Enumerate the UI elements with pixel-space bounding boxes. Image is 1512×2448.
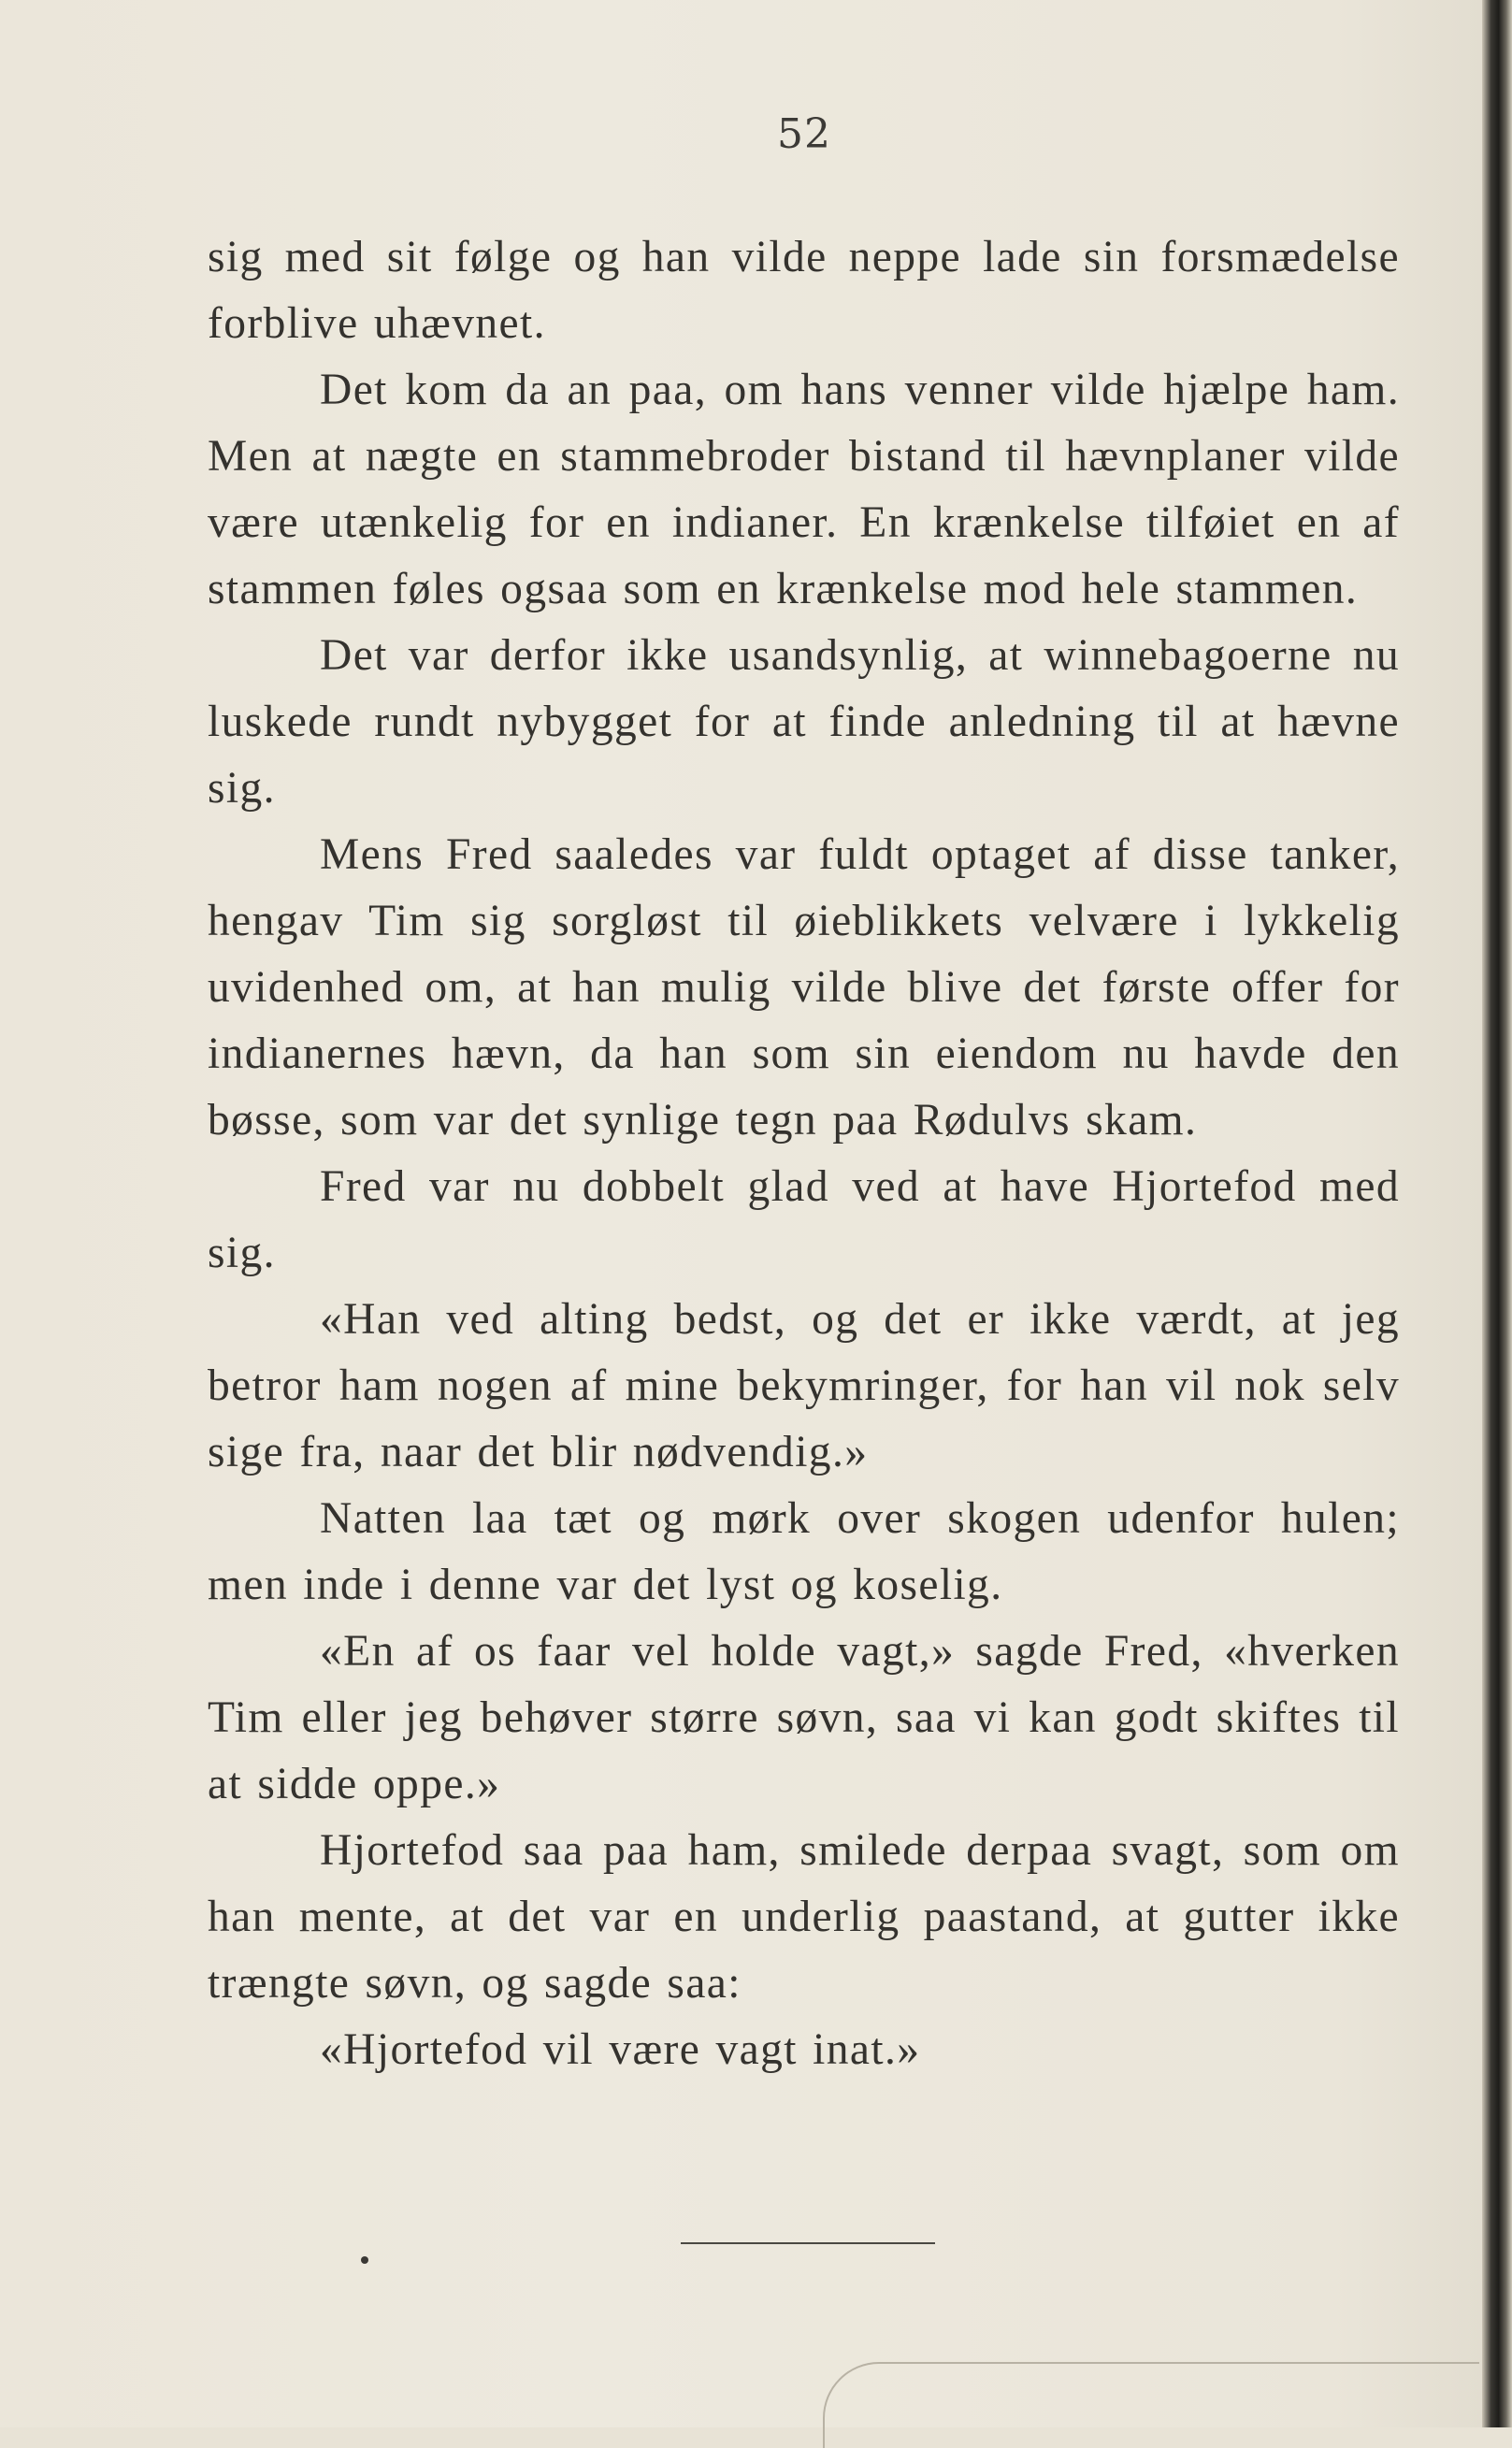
ink-speck [361,2256,368,2264]
page-curl-shadow [823,2362,1479,2448]
book-binding-edge [1482,0,1512,2427]
paragraph: Det var derfor ikke usandsynlig, at winnebagoerne nu luskede rundt nybygget for at finde anledning til at hævne sig. [208,631,1400,813]
paragraph: Det kom da an paa, om hans venner vilde hjælpe ham. Men at nægte en stammebroder bistand til hævnplaner vilde være utænkelig for en indianer. En krænkelse tilføiet en af stammen føles ogsaa som en krænkelse mod hele stammen. [208,366,1400,613]
paragraph: «Han ved alting bedst, og det er ikke værdt, at jeg betror ham nogen af mine bekymringer, for han vil nok selv sige fra, naar det blir nødvendig.» [208,1295,1400,1476]
paragraph: sig med sit følge og han vilde neppe lade sin forsmædelse forblive uhævnet. [208,233,1400,348]
body-text [208,224,1400,2083]
page-number: 52 [777,110,831,158]
paragraph: Hjortefod saa paa ham, smilede derpaa svagt, som om han mente, at det var en underlig paastand, at gutter ikke trængte søvn, og sagde saa: [208,1826,1400,2008]
chapter-end-rule [681,2242,935,2244]
paragraph: «En af os faar vel holde vagt,» sagde Fred, «hverken Tim eller jeg behøver større søvn, saa vi kan godt skiftes til at sidde oppe.» [208,1627,1400,1808]
paragraph: «Hjortefod vil være vagt inat.» [320,2025,921,2074]
paragraph: Fred var nu dobbelt glad ved at have Hjortefod med sig. [208,1162,1400,1277]
paragraph: Mens Fred saaledes var fuldt optaget af disse tanker, hengav Tim sig sorgløst til øieblikkets velvære i lykkelig uvidenhed om, at han mulig vilde blive det første offer for indianernes hævn, da han som sin eiendom nu havde den bøsse, som var det synlige tegn paa Rødulvs skam. [208,830,1400,1145]
paragraph: Natten laa tæt og mørk over skogen udenfor hulen; men inde i denne var det lyst og koselig. [208,1494,1400,1609]
